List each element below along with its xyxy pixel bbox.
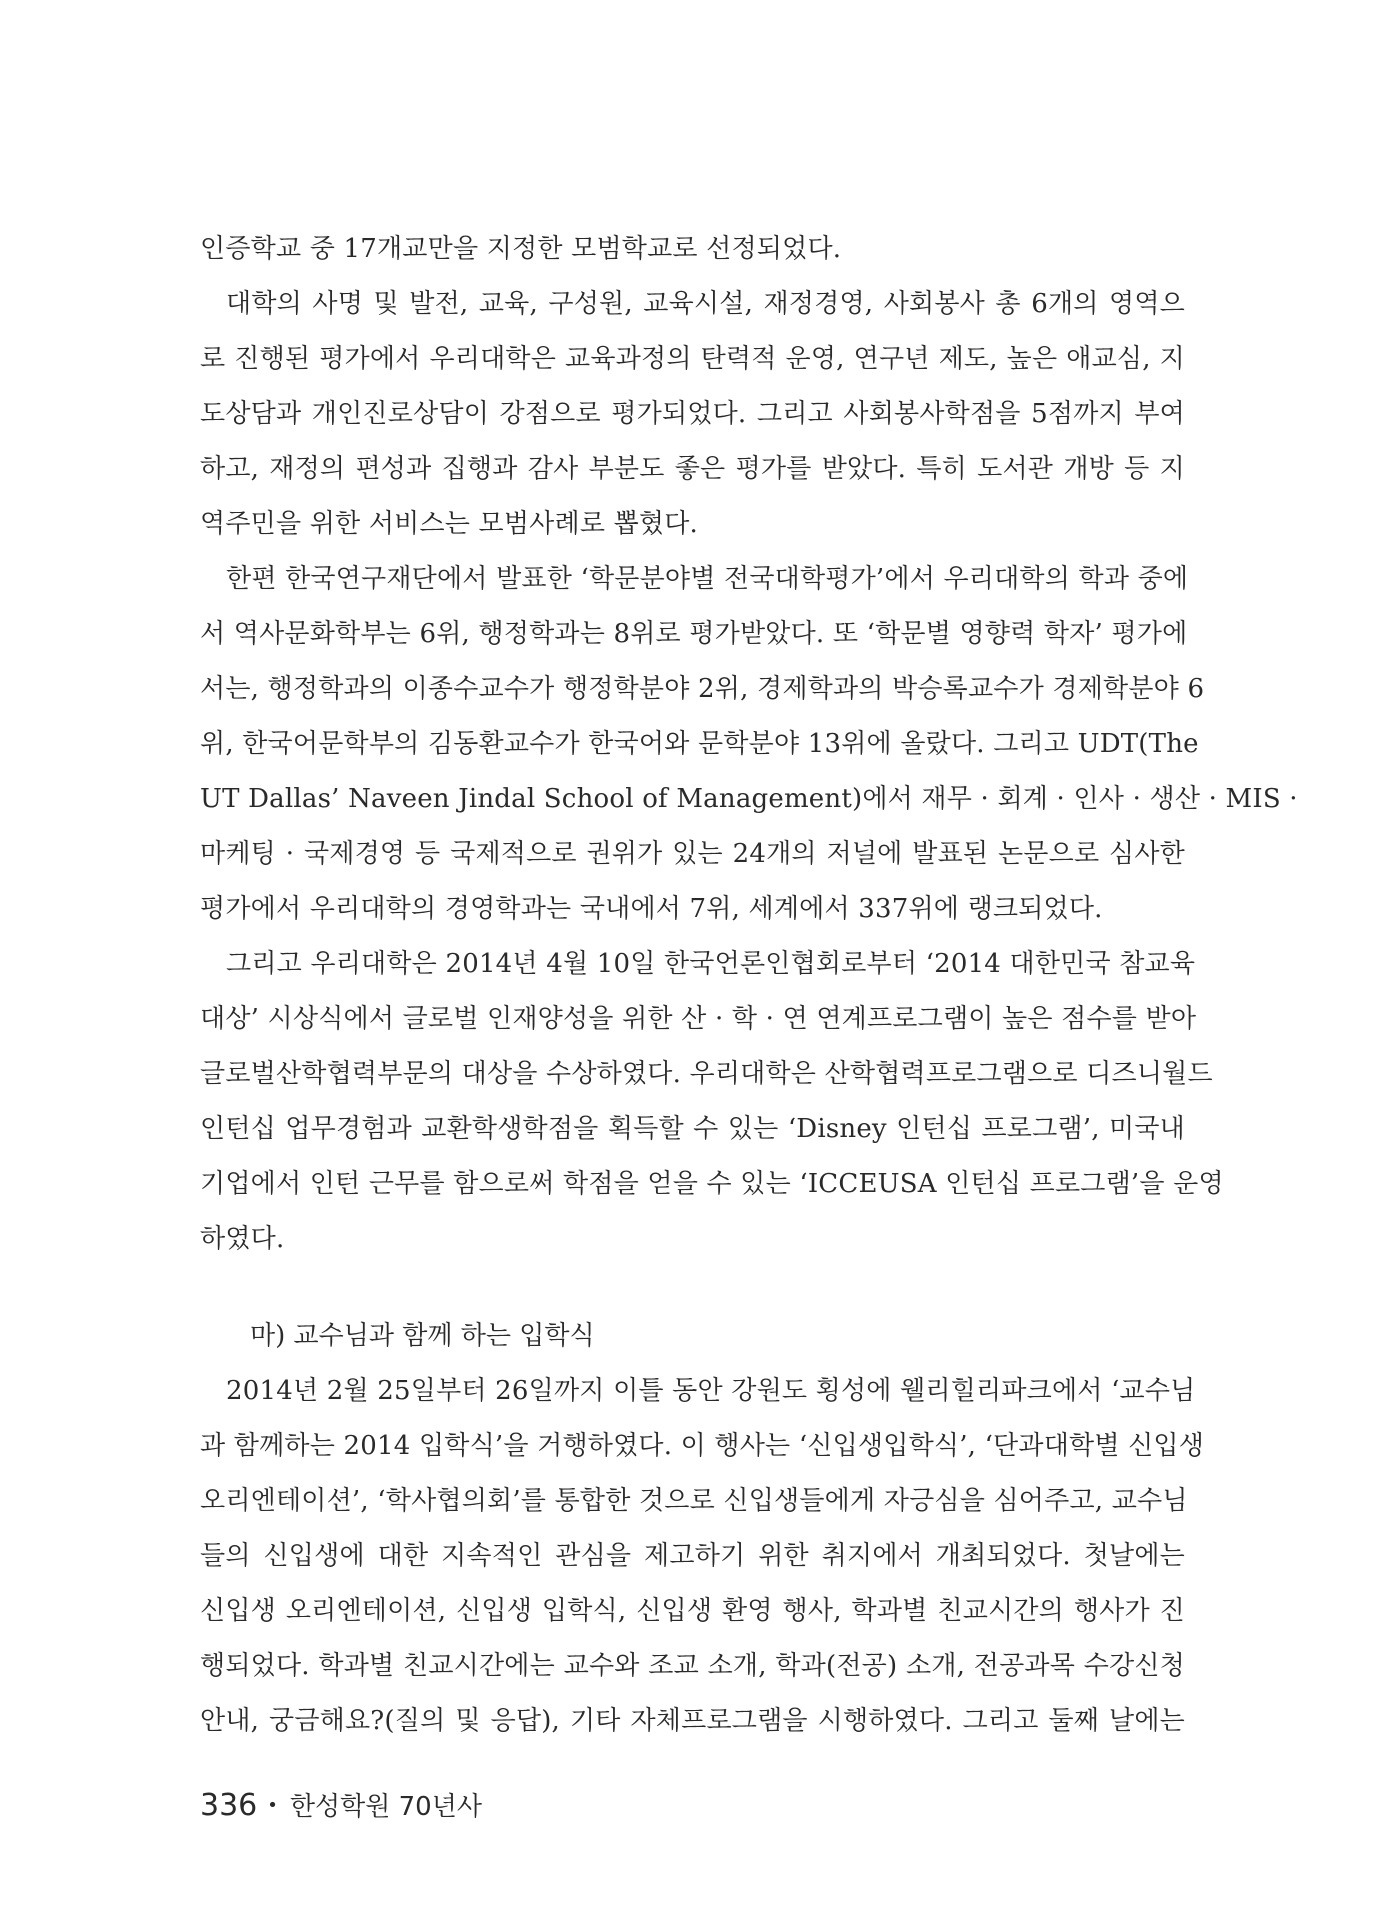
page-number: 336 [200,1788,258,1823]
paragraph-3-line-5: UT Dallas’ Naveen Jindal School of Management)에서 재무 · 회계 · 인사 · 생산 · MIS · [200,784,1298,814]
paragraph-2-line-3: 도상담과 개인진로상담이 강점으로 평가되었다. 그리고 사회봉사학점을 5점까지 부여 [200,399,1185,429]
paragraph-2-line-5: 역주민을 위한 서비스는 모범사례로 뽑혔다. [200,509,699,539]
paragraph-2-line-4: 하고, 재정의 편성과 집행과 감사 부분도 좋은 평가를 받았다. 특히 도서관 개방 등 지 [200,454,1185,484]
paragraph-3-line-1: 한편 한국연구재단에서 발표한 ‘학문분야별 전국대학평가’에서 우리대학의 학과 중에 [226,564,1189,594]
section-paragraph-line-1: 2014년 2월 25일부터 26일까지 이틀 동안 강원도 횡성에 웰리힐리파크에서 ‘교수님 [226,1376,1196,1406]
paragraph-4-line-5: 기업에서 인턴 근무를 함으로써 학점을 얻을 수 있는 ‘ICCEUSA 인턴십 프로그램’을 운영 [200,1169,1224,1199]
section-paragraph-line-4: 들의 신입생에 대한 지속적인 관심을 제고하기 위한 취지에서 개최되었다. 첫날에는 [200,1541,1185,1571]
footer-bullet: • [267,1795,278,1816]
page-footer [200,1786,482,1823]
paragraph-4-line-2: 대상’ 시상식에서 글로벌 인재양성을 위한 산 · 학 · 연 연계프로그램이 높은 점수를 받아 [200,1004,1197,1034]
paragraph-3-line-6: 마케팅 · 국제경영 등 국제적으로 권위가 있는 24개의 저널에 발표된 논문으로 심사한 [200,839,1185,869]
paragraph-4-line-6: 하였다. [200,1224,285,1254]
paragraph-1-line-1: 인증학교 중 17개교만을 지정한 모범학교로 선정되었다. [200,234,842,264]
paragraph-4-line-4: 인턴십 업무경험과 교환학생학점을 획득할 수 있는 ‘Disney 인턴십 프로그램’, 미국내 [200,1114,1185,1144]
paragraph-3-line-2: 서 역사문화학부는 6위, 행정학과는 8위로 평가받았다. 또 ‘학문별 영향력 학자’ 평가에 [200,619,1188,649]
section-gap [200,1267,1185,1309]
paragraph-4-line-1: 그리고 우리대학은 2014년 4월 10일 한국언론인협회로부터 ‘2014 대한민국 참교육 [226,949,1196,979]
section-paragraph-line-2: 과 함께하는 2014 입학식’을 거행하였다. 이 행사는 ‘신입생입학식’, ‘단과대학별 신입생 [200,1431,1205,1461]
section-paragraph-line-6: 행되었다. 학과별 친교시간에는 교수와 조교 소개, 학과(전공) 소개, 전공과목 수강신청 [200,1651,1185,1681]
section-paragraph-line-5: 신입생 오리엔테이션, 신입생 입학식, 신입생 환영 행사, 학과별 친교시간의 행사가 진 [200,1596,1185,1626]
body-text [200,222,1298,1749]
paragraph-3-line-7: 평가에서 우리대학의 경영학과는 국내에서 7위, 세계에서 337위에 랭크되었다. [200,894,1103,924]
paragraph-3-line-4: 위, 한국어문학부의 김동환교수가 한국어와 문학분야 13위에 올랐다. 그리고 UDT(The [200,729,1199,759]
paragraph-4-line-3: 글로벌산학협력부문의 대상을 수상하였다. 우리대학은 산학협력프로그램으로 디즈니월드 [200,1059,1213,1089]
paragraph-2-line-2: 로 진행된 평가에서 우리대학은 교육과정의 탄력적 운영, 연구년 제도, 높은 애교심, 지 [200,344,1185,374]
paragraph-2-line-1: 대학의 사명 및 발전, 교육, 구성원, 교육시설, 재정경영, 사회봉사 총 6개의 영역으 [226,289,1185,319]
section-paragraph-line-7: 안내, 궁금해요?(질의 및 응답), 기타 자체프로그램을 시행하였다. 그리고 둘째 날에는 [200,1706,1185,1736]
section-paragraph-line-3: 오리엔테이션’, ‘학사협의회’를 통합한 것으로 신입생들에게 자긍심을 심어주고, 교수님 [200,1486,1188,1516]
section-heading: 마) 교수님과 함께 하는 입학식 [250,1321,595,1351]
book-title: 한성학원 70년사 [289,1792,482,1822]
paragraph-3-line-3: 서는, 행정학과의 이종수교수가 행정학분야 2위, 경제학과의 박승록교수가 경제학분야 6 [200,674,1205,704]
